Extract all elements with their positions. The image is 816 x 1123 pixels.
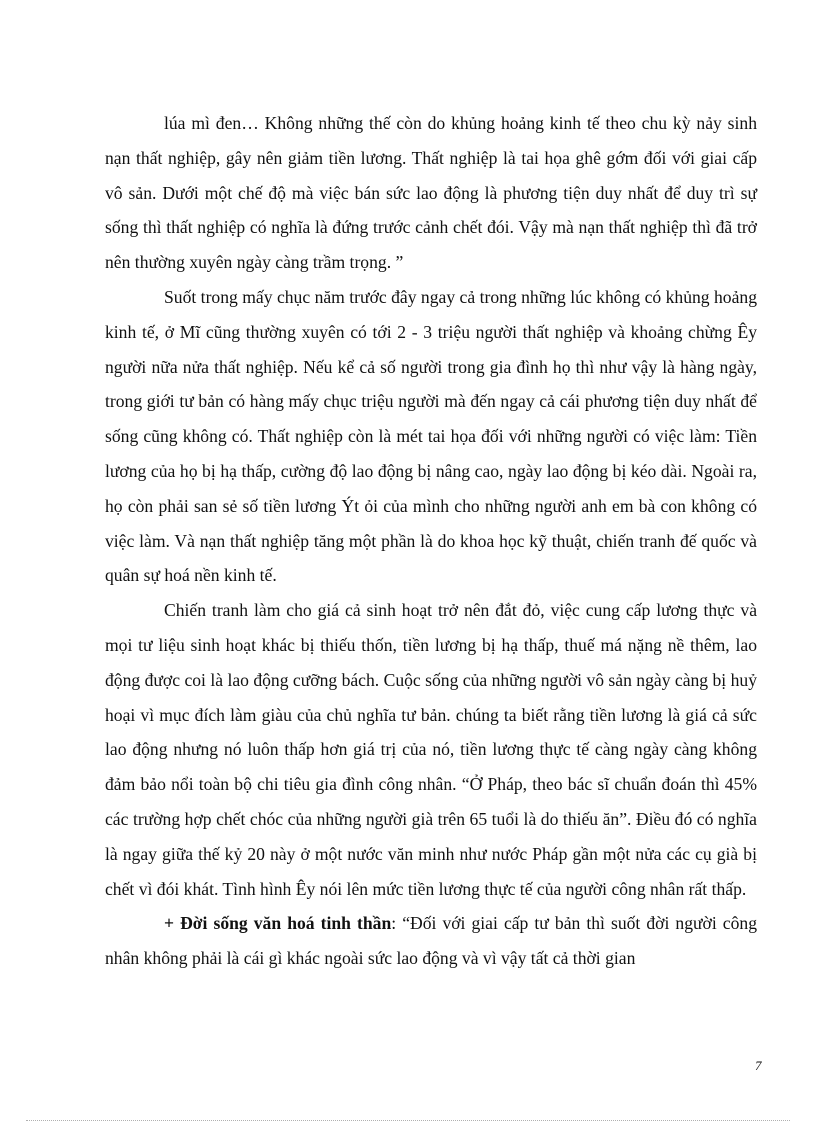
page-bottom-divider — [26, 1120, 790, 1121]
paragraph-4 — [105, 906, 757, 976]
paragraph-3: Chiến tranh làm cho giá cả sinh hoạt trở nên đắt đỏ, việc cung cấp lương thực và mọi tư liệu sinh hoạt khác bị thiếu thốn, tiền lương bị hạ thấp, thuế má nặng nề thêm, lao động được coi là lao động cưỡng bách. Cuộc sống của những người vô sản ngày càng bị huỷ hoại vì mục đích làm giàu của chủ nghĩa tư bản. chúng ta biết rằng tiền lương là giá cả sức lao động nhưng nó luôn thấp hơn giá trị của nó, tiền lương thực tế càng ngày càng không đảm bảo nổi toàn bộ chi tiêu gia đình công nhân. “Ở Pháp, theo bác sĩ chuẩn đoán thì 45% các trường hợp chết chóc của những người già trên 65 tuổi là do thiếu ăn”. Điều đó có nghĩa là ngay giữa thế kỷ 20 này ở một nước văn minh như nước Pháp gần một nửa các cụ già bị chết vì đói khát. Tình hình Êy nói lên mức tiền lương thực tế của người công nhân rất thấp. — [105, 600, 757, 899]
page-number: 7 — [755, 1058, 762, 1073]
paragraph-1: lúa mì đen… Không những thế còn do khủng hoảng kinh tế theo chu kỳ nảy sinh nạn thất nghiệp, gây nên giảm tiền lương. Thất nghiệp là tai họa ghê gớm đối với giai cấp vô sản. Dưới một chế độ mà việc bán sức lao động là phương tiện duy nhất để duy trì sự sống thì thất nghiệp có nghĩa là đứng trước cảnh chết đói. Vậy mà nạn thất nghiệp thì đã trở nên thường xuyên ngày càng trầm trọng. ” — [105, 113, 757, 273]
section-heading-inline: + Đời sống văn hoá tinh thần — [164, 913, 392, 934]
paragraph-4-text: : “Đối với giai cấp tư bản thì suốt đời người công nhân không phải là cái gì khác ngoài sức lao động và vì vậy tất cả thời gian — [105, 913, 758, 969]
body-text — [105, 106, 757, 976]
paragraph-2: Suốt trong mấy chục năm trước đây ngay cả trong những lúc không có khủng hoảng kinh tế, ở Mĩ cũng thường xuyên có tới 2 - 3 triệu người thất nghiệp và khoảng chừng Êy người nữa nửa thất nghiệp. Nếu kể cả số người trong gia đình họ thì như vậy là hàng ngày, trong giới tư bản có hàng mấy chục triệu người mà đến ngay cả cái phương tiện duy nhất để sống cũng không có. Thất nghiệp còn là mét tai họa đối với những người có việc làm: Tiền lương của họ bị hạ thấp, cường độ lao động bị nâng cao, ngày lao động bị kéo dài. Ngoài ra, họ còn phải san sẻ số tiền lương Ýt ỏi của mình cho những người anh em bà con không có việc làm. Và nạn thất nghiệp tăng một phần là do khoa học kỹ thuật, chiến tranh đế quốc và quân sự hoá nền kinh tế. — [105, 286, 757, 586]
